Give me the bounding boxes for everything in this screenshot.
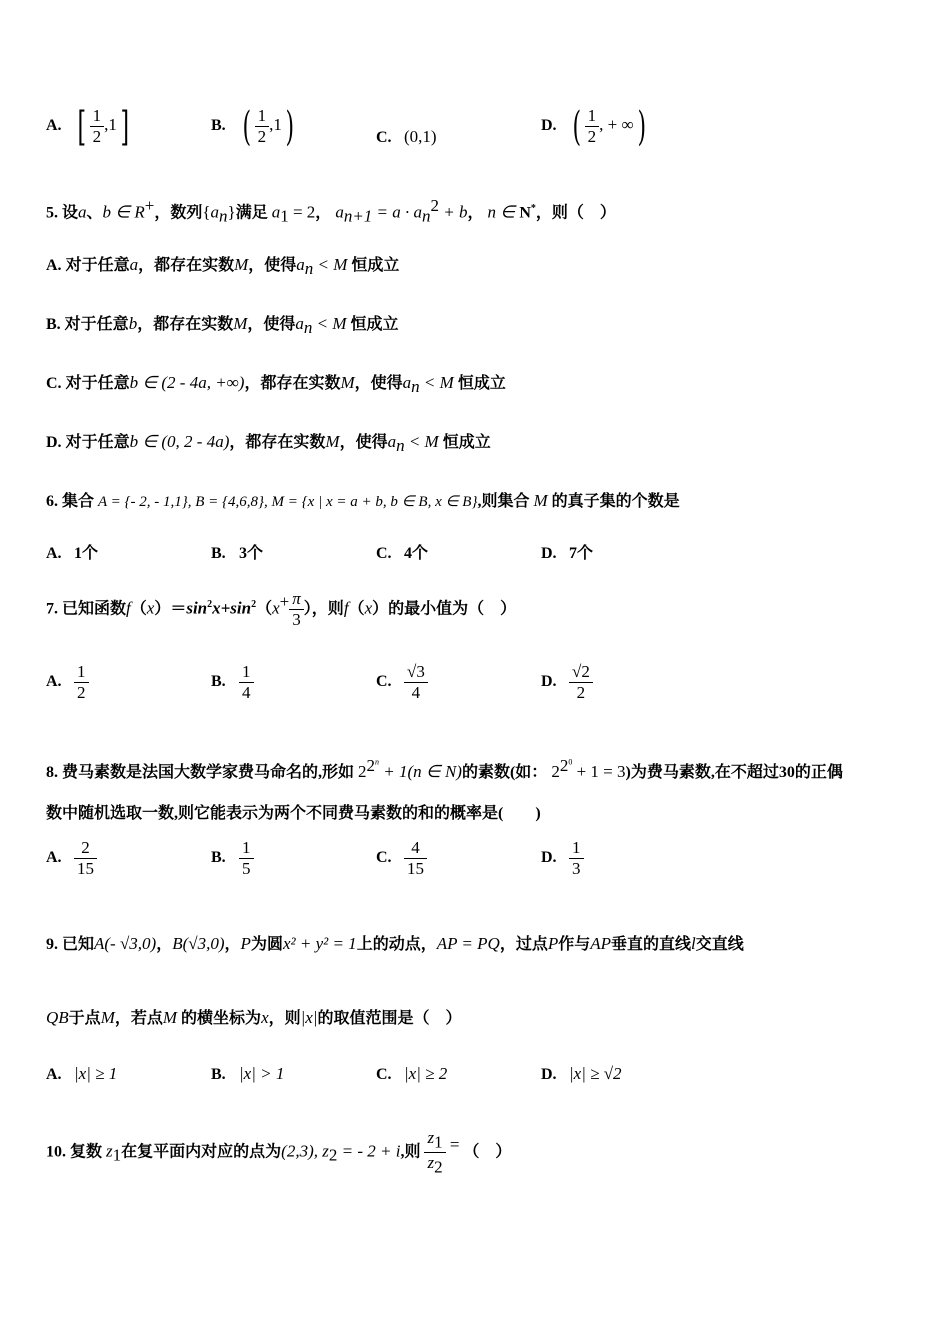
q6-option-c: C. 4个 — [376, 545, 429, 562]
q5-option-c: C. 对于任意b ∈ (2 - 4a, +∞)，都存在实数M，使得$a_n < M$ 恒成立 — [46, 373, 506, 397]
q9-stem-line1: 9. 已知A(- √3,0)，B(√3,0)，P为圆x² + y² = 1上的动点，AP = PQ，过点P作与AP垂直的直线l交直线 — [46, 934, 744, 953]
q7-option-d: D. $\frac{√2}{2}$ — [541, 662, 593, 703]
q4-option-b: B. ( $\frac{1}{2}$ ,1) — [211, 103, 294, 150]
q4-option-a: A. [ $\frac{1}{2}$ ,1] — [46, 103, 129, 150]
q9-stem-line2: QB于点M，若点M 的横坐标为x，则|x|的取值范围是（ ） — [46, 1008, 462, 1027]
q9-option-b: B. |x| > 1 — [211, 1064, 285, 1083]
q7-option-a: A. $\frac{1}{2}$ — [46, 662, 89, 703]
q8-stem-line2: 数中随机选取一数,则它能表示为两个不同费马素数的和的概率是( ) — [46, 805, 541, 822]
q10-stem: 10. 复数 $z_1$在复平面内对应的点为(2,3), $z_2$ = - 2 + i,则 $\frac{z_1}{z_2}$ = （ ） — [46, 1127, 512, 1177]
q5-option-d: D. 对于任意b ∈ (0, 2 - 4a)，都存在实数M，使得$a_n < M$ 恒成立 — [46, 432, 491, 456]
q8-option-b: B. $\frac{1}{5}$ — [211, 838, 254, 879]
q6-stem: 6. 集合 A = {- 2, - 1,1}, B = {4,6,8}, M = {x | x = a + b, b ∈ B, x ∈ B},则集合 M 的真子集的个数是 — [46, 491, 680, 510]
q6-option-d: D. 7个 — [541, 545, 594, 562]
q6-option-b: B. 3个 — [211, 545, 264, 562]
q5-option-a: A. 对于任意a，都存在实数M，使得$a_n < M$ 恒成立 — [46, 255, 400, 279]
q8-stem-line1: 8. 费马素数是法国大数学家费马命名的,形如 $2^{2^n} + 1(n$ ∈ N)的素数(如： $2^{2^0} + 1 = 3$)为费马素数,在不超过30的正偶 — [46, 755, 843, 781]
q4-option-c: C. (0,1) — [376, 127, 437, 146]
q5-stem: 5. 设a、b ∈ R+，数列$\{a_n\}$满足 $a_1 = 2$， $a_{n+1} = a \cdot a_n^2 + b$， n ∈ N*，则（ ） — [46, 196, 616, 226]
q9-option-c: C. |x| ≥ 2 — [376, 1064, 448, 1083]
q7-option-c: C. $\frac{√3}{4}$ — [376, 662, 428, 703]
q7-option-b: B. $\frac{1}{4}$ — [211, 662, 254, 703]
q6-option-a: A. 1个 — [46, 545, 99, 562]
q5-option-b: B. 对于任意b，都存在实数M，使得$a_n < M$ 恒成立 — [46, 314, 399, 338]
q4-option-d: D. ( $\frac{1}{2}$ , + ∞) — [541, 103, 646, 150]
q7-stem: 7. 已知函数$f(x)=\sin^2x+\sin^2(x+$ $\frac{\pi}{3}$ ），则f（x）的最小值为（ ） — [46, 589, 517, 630]
q8-option-d: D. $\frac{1}{3}$ — [541, 838, 584, 879]
q8-option-a: A. $\frac{2}{15}$ — [46, 838, 97, 879]
q9-option-a: A. |x| ≥ 1 — [46, 1064, 118, 1083]
q8-option-c: C. $\frac{4}{15}$ — [376, 838, 427, 879]
q9-option-d: D. |x| ≥ √2 — [541, 1064, 622, 1083]
